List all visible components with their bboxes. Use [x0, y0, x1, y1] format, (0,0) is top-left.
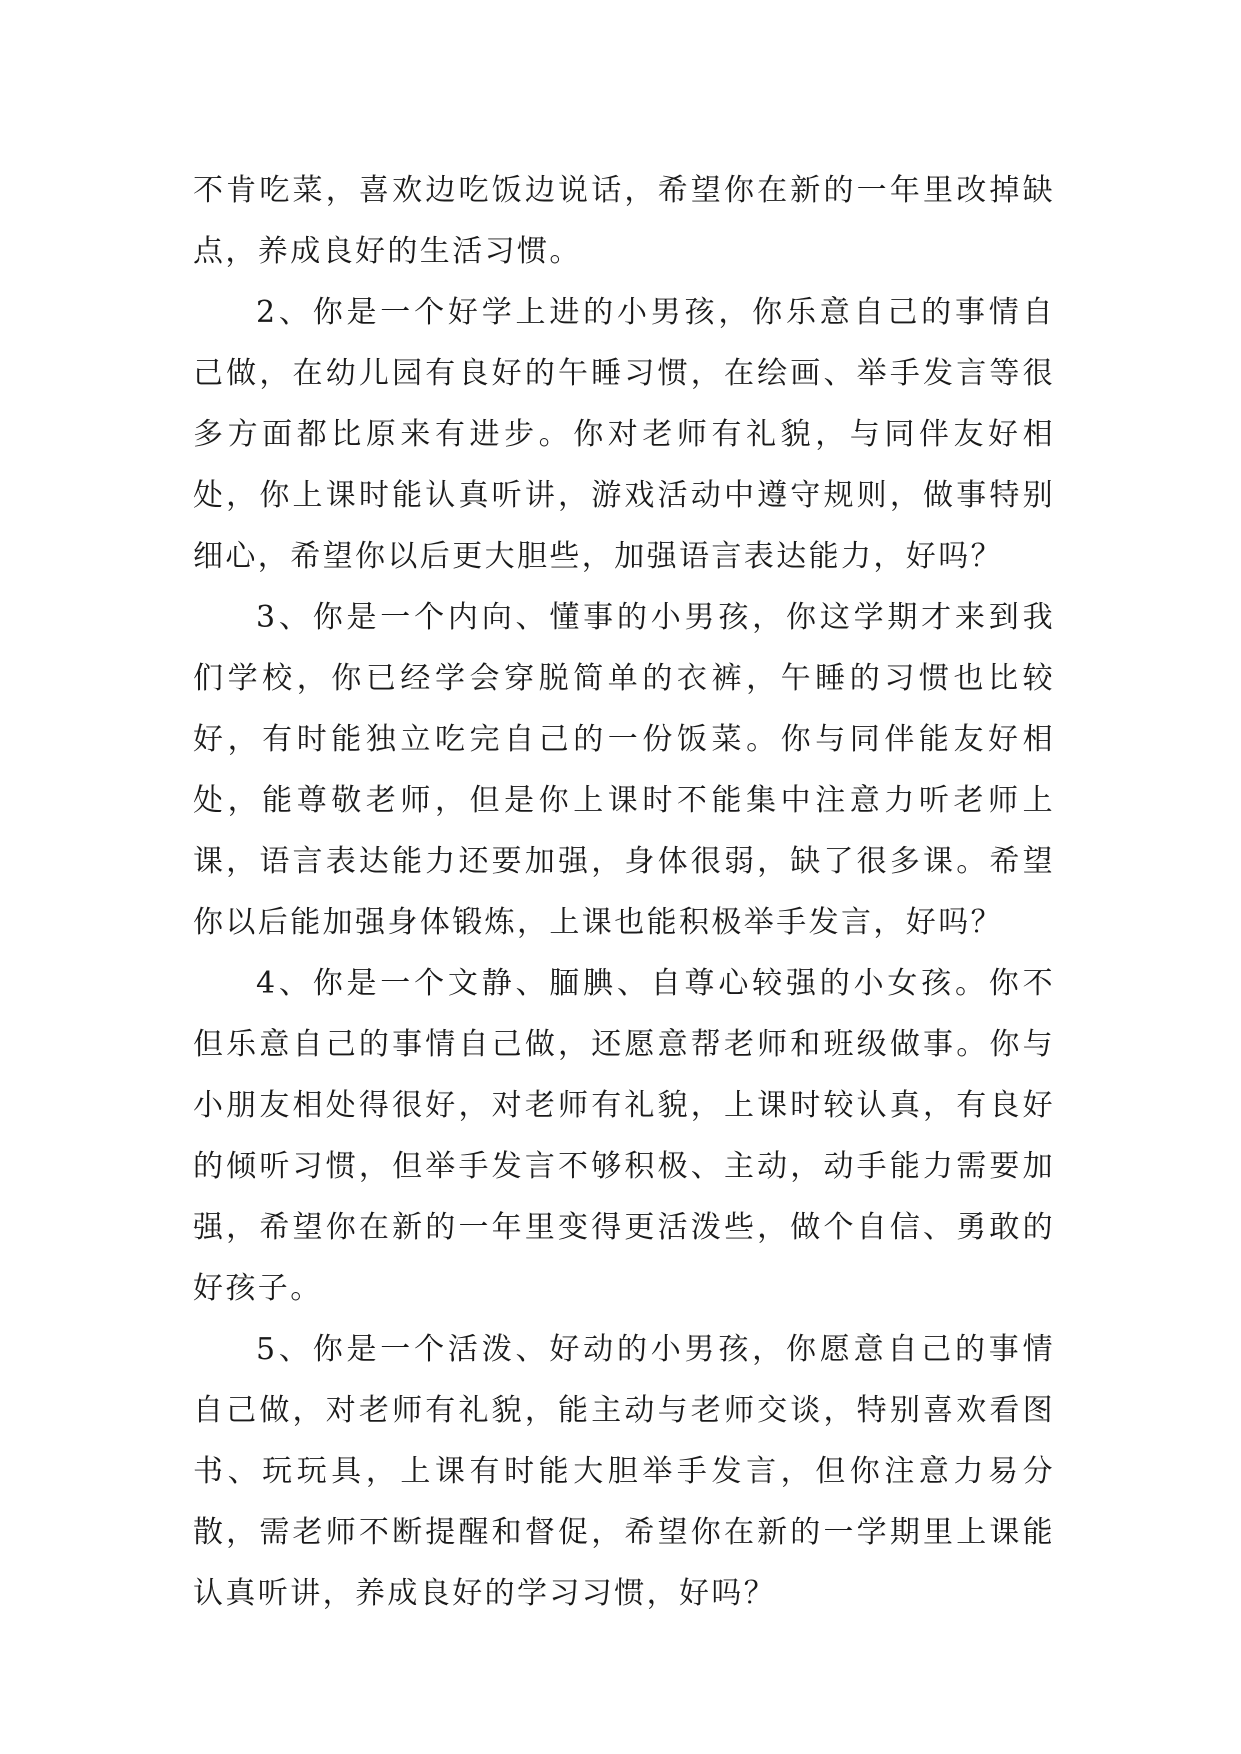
paragraph-continuation: 不肯吃菜，喜欢边吃饭边说话，希望你在新的一年里改掉缺点，养成良好的生活习惯。 — [193, 173, 1055, 269]
paragraph-comment-5: 5、你是一个活泼、好动的小男孩，你愿意自己的事情自己做，对老师有礼貌，能主动与老师交谈，特别喜欢看图书、玩玩具，上课有时能大胆举手发言，但你注意力易分散，需老师不断提醒和督促，希望你在新的一学期里上课能认真听讲，养成良好的学习习惯，好吗？ — [193, 1332, 1055, 1611]
paragraph-comment-2: 2、你是一个好学上进的小男孩，你乐意自己的事情自己做，在幼儿园有良好的午睡习惯，在绘画、举手发言等很多方面都比原来有进步。你对老师有礼貌，与同伴友好相处，你上课时能认真听讲，游戏活动中遵守规则，做事特别细心，希望你以后更大胆些，加强语言表达能力，好吗？ — [193, 295, 1055, 574]
document-body — [193, 160, 1055, 1624]
paragraph-comment-3: 3、你是一个内向、懂事的小男孩，你这学期才来到我们学校，你已经学会穿脱简单的衣裤，午睡的习惯也比较好，有时能独立吃完自己的一份饭菜。你与同伴能友好相处，能尊敬老师，但是你上课时不能集中注意力听老师上课，语言表达能力还要加强，身体很弱，缺了很多课。希望你以后能加强身体锻炼，上课也能积极举手发言，好吗？ — [193, 600, 1055, 940]
paragraph-comment-4: 4、你是一个文静、腼腆、自尊心较强的小女孩。你不但乐意自己的事情自己做，还愿意帮老师和班级做事。你与小朋友相处得很好，对老师有礼貌，上课时较认真，有良好的倾听习惯，但举手发言不够积极、主动，动手能力需要加强，希望你在新的一年里变得更活泼些，做个自信、勇敢的好孩子。 — [193, 966, 1055, 1306]
